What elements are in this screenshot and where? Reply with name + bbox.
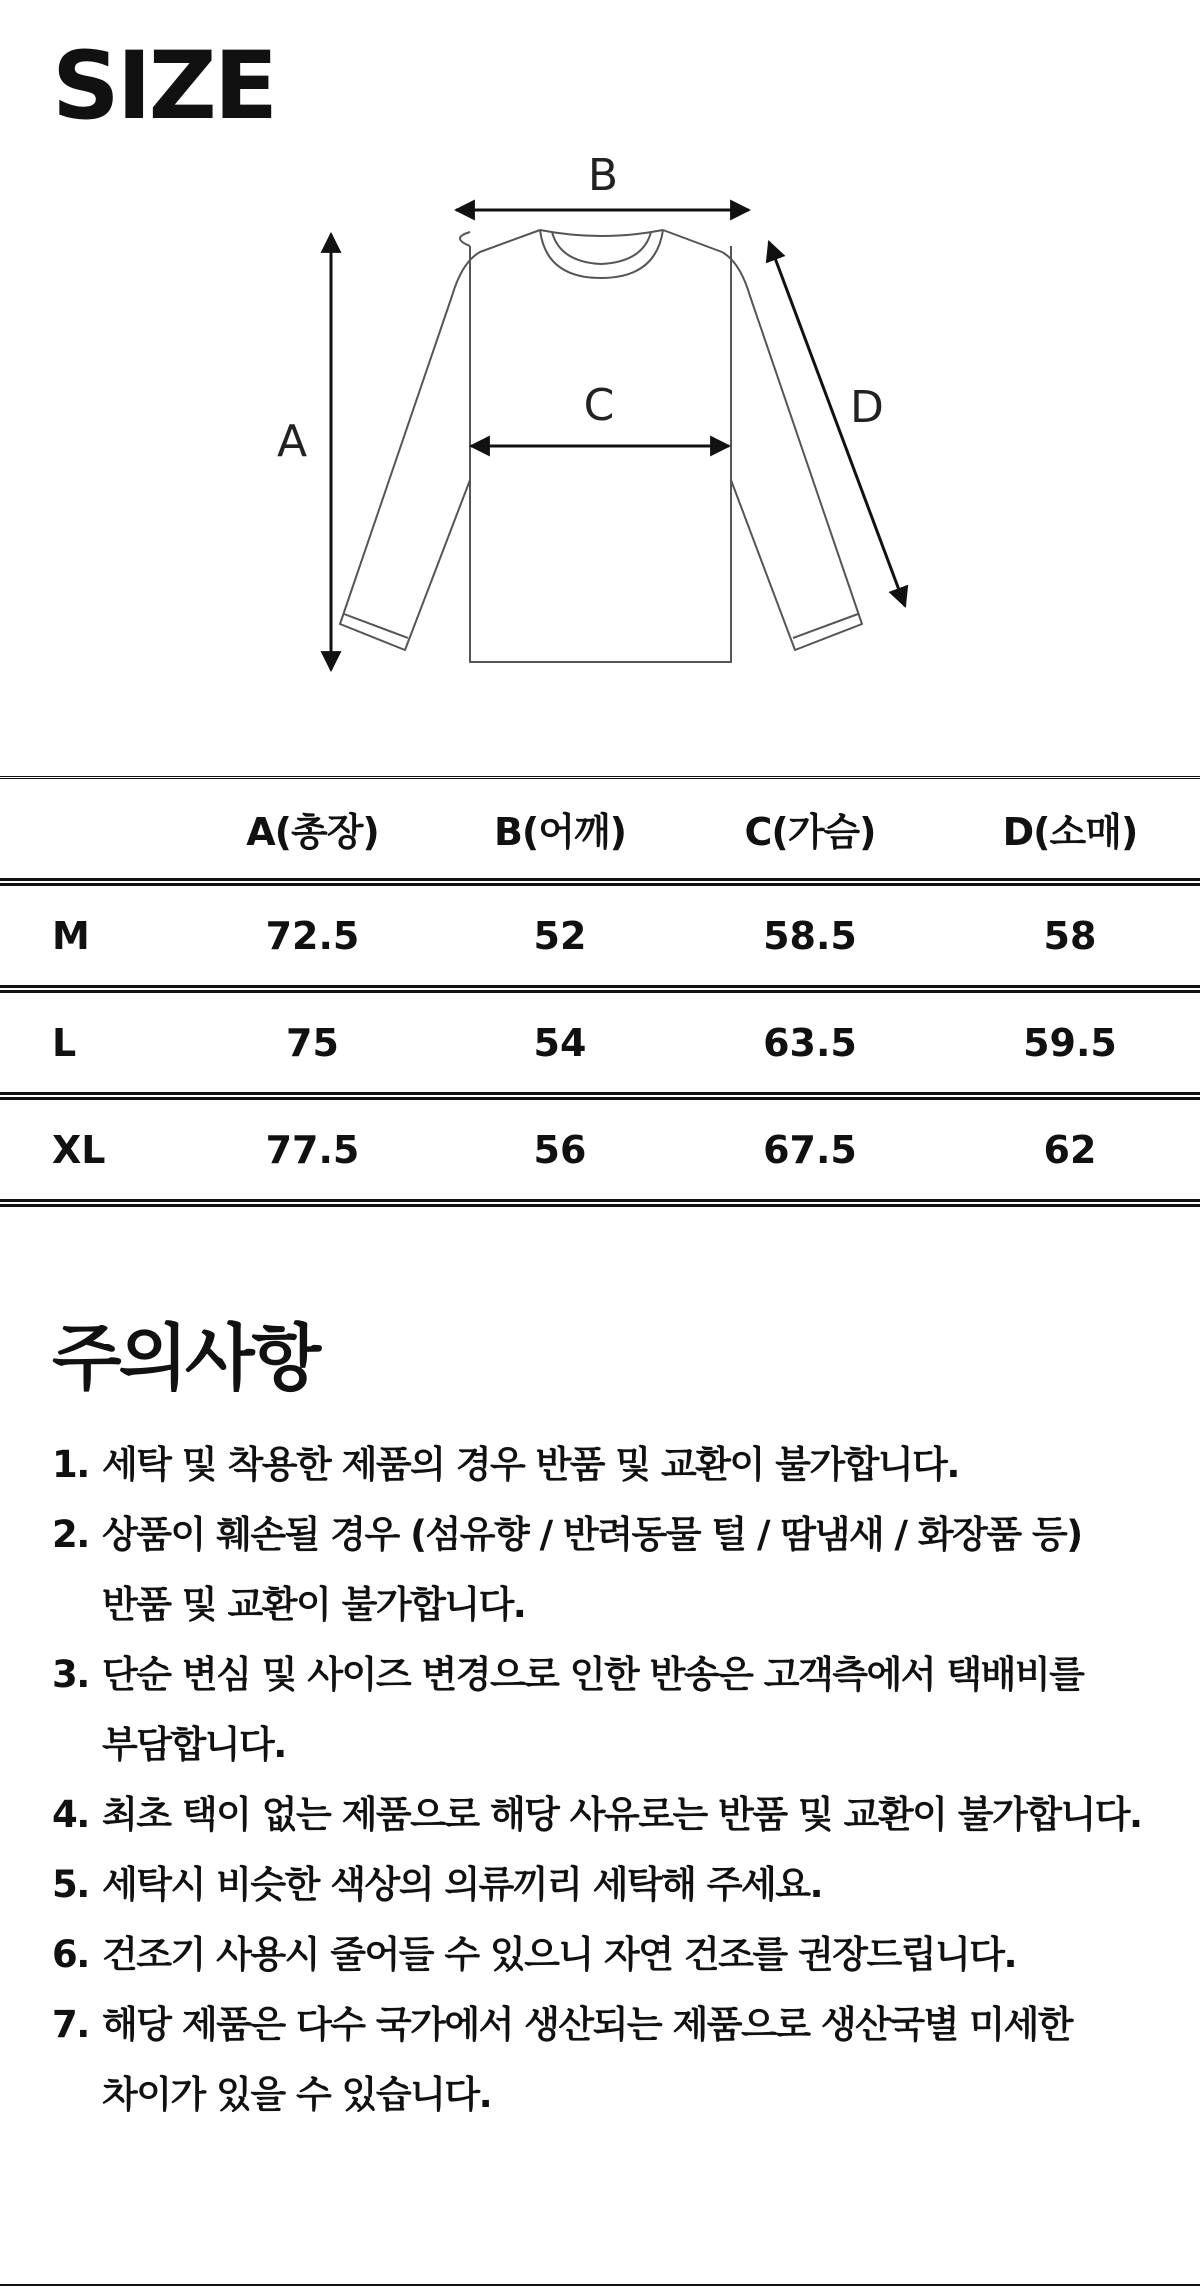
value-a: 77.5 (185, 1100, 440, 1207)
note-text (102, 1430, 1200, 1500)
table-row (0, 886, 1200, 993)
note-item (52, 1640, 1200, 1780)
note-number: 5. (52, 1863, 89, 1906)
note-line: 단순 변심 및 사이즈 변경으로 인한 반송은 고객측에서 택배비를 (102, 1653, 1084, 1696)
size-title: SIZE (52, 32, 276, 141)
value-a: 75 (185, 993, 440, 1100)
note-line: 세탁 및 착용한 제품의 경우 반품 및 교환이 불가합니다. (102, 1443, 959, 1486)
size-label: M (0, 886, 185, 993)
value-d: 58 (940, 886, 1200, 993)
value-a: 72.5 (185, 886, 440, 993)
note-text (102, 1640, 1200, 1780)
size-diagram (0, 130, 1200, 690)
note-item (52, 1990, 1200, 2130)
notes-title: 주의사항 (52, 1316, 319, 1400)
header-a: A(총장) (185, 779, 440, 886)
note-line: 건조기 사용시 줄어들 수 있으니 자연 건조를 권장드립니다. (102, 1933, 1017, 1976)
label-a: A (276, 416, 308, 467)
note-number: 3. (52, 1653, 89, 1696)
table-header-row (0, 779, 1200, 886)
note-number: 2. (52, 1513, 89, 1556)
label-d: D (850, 382, 884, 433)
header-d: D(소매) (940, 779, 1200, 886)
label-b: B (587, 150, 619, 201)
note-item (52, 1920, 1200, 1990)
note-text (102, 1500, 1200, 1640)
header-c: C(가슴) (680, 779, 940, 886)
note-number: 1. (52, 1443, 89, 1486)
value-c: 67.5 (680, 1100, 940, 1207)
note-item (52, 1430, 1200, 1500)
value-d: 59.5 (940, 993, 1200, 1100)
size-table (0, 776, 1200, 1207)
value-c: 63.5 (680, 993, 940, 1100)
table-row (0, 993, 1200, 1100)
size-label: L (0, 993, 185, 1100)
note-text (102, 1780, 1200, 1850)
value-b: 52 (440, 886, 680, 993)
header-b: B(어깨) (440, 779, 680, 886)
note-number: 4. (52, 1793, 89, 1836)
note-line: 차이가 있을 수 있습니다. (102, 2073, 492, 2116)
value-b: 54 (440, 993, 680, 1100)
value-c: 58.5 (680, 886, 940, 993)
size-label: XL (0, 1100, 185, 1207)
label-c: C (583, 380, 615, 431)
notes-list (52, 1430, 1200, 2130)
note-line: 해당 제품은 다수 국가에서 생산되는 제품으로 생산국별 미세한 (102, 2003, 1072, 2046)
value-d: 62 (940, 1100, 1200, 1207)
bottom-divider (0, 2284, 1200, 2286)
header-empty (0, 779, 185, 886)
table-row (0, 1100, 1200, 1207)
note-line: 세탁시 비슷한 색상의 의류끼리 세탁해 주세요. (102, 1863, 823, 1906)
note-number: 6. (52, 1933, 89, 1976)
note-item (52, 1850, 1200, 1920)
note-line: 최초 택이 없는 제품으로 해당 사유로는 반품 및 교환이 불가합니다. (102, 1793, 1142, 1836)
note-text (102, 1850, 1200, 1920)
note-text (102, 1920, 1200, 1990)
note-number: 7. (52, 2003, 89, 2046)
note-item (52, 1780, 1200, 1850)
value-b: 56 (440, 1100, 680, 1207)
note-line: 반품 및 교환이 불가합니다. (102, 1583, 526, 1626)
note-text (102, 1990, 1200, 2130)
note-line: 상품이 훼손될 경우 (섬유향 / 반려동물 털 / 땀냄새 / 화장품 등) (102, 1513, 1082, 1556)
note-line: 부담합니다. (102, 1723, 286, 1766)
note-item (52, 1500, 1200, 1640)
measure-arrows (331, 210, 905, 670)
